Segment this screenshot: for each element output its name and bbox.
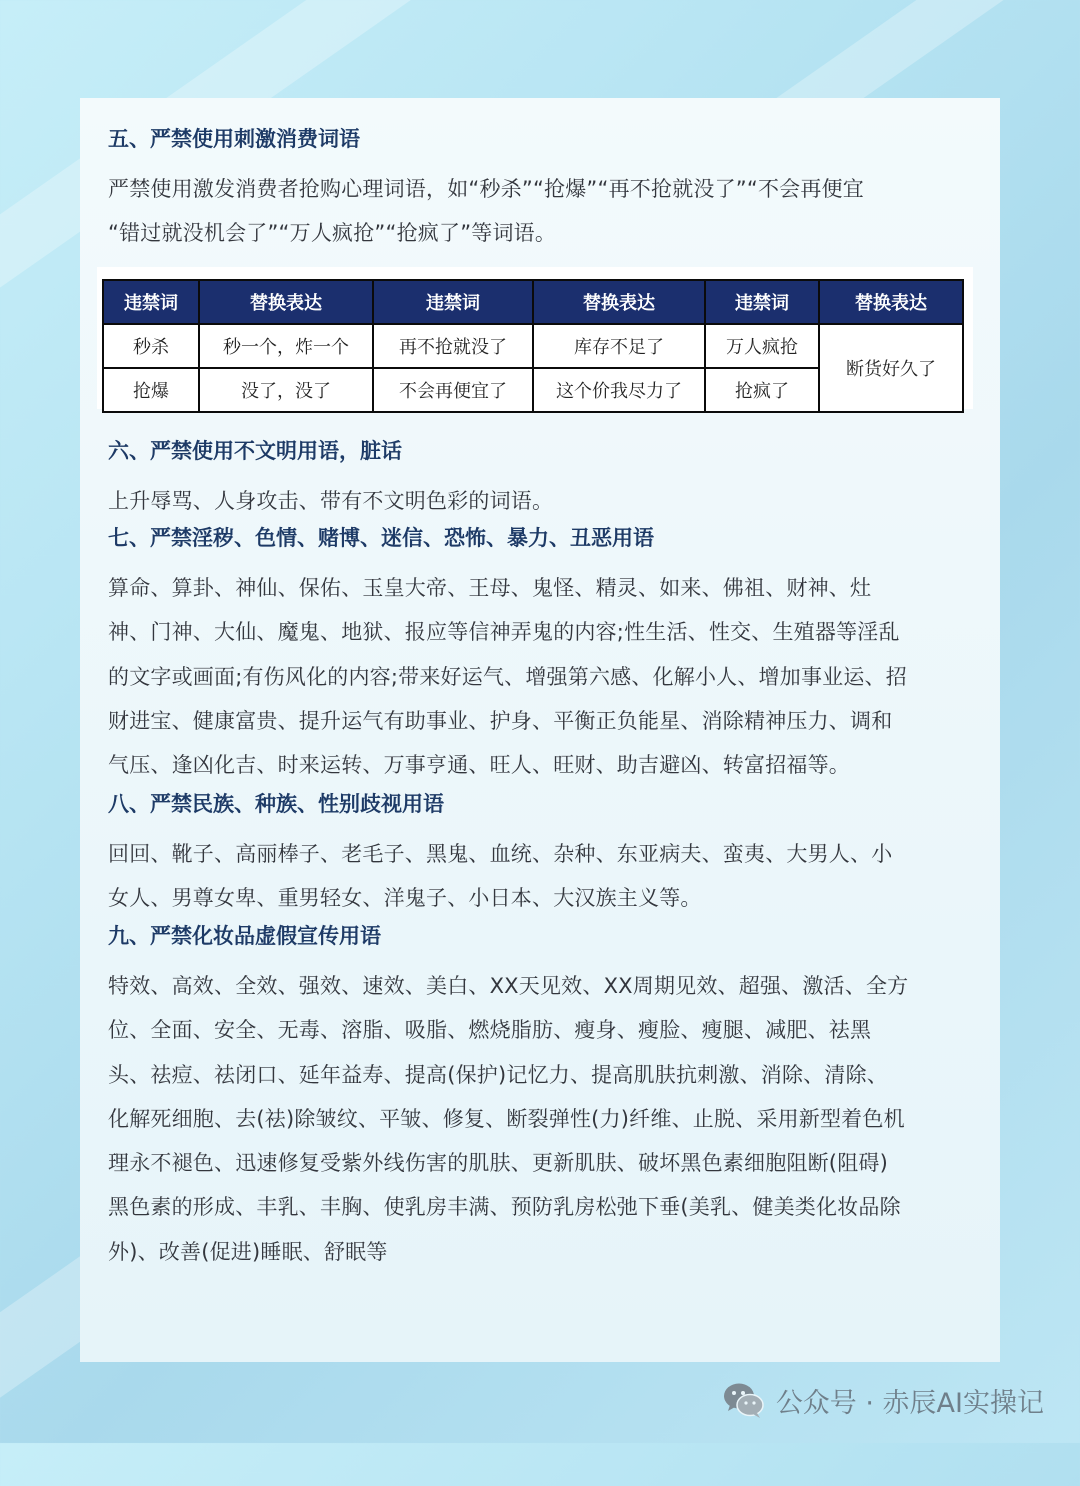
table-row — [103, 324, 963, 368]
section-9-heading: 九、严禁化妆品虚假宣传用语 — [108, 924, 381, 948]
table-cell: 万人疯抢 — [705, 324, 819, 368]
text-line: 气压、逢凶化吉、时来运转、万事亨通、旺人、旺财、助吉避凶、转富招福等。 — [108, 753, 850, 778]
text-line: 理永不褪色、迅速修复受紫外线伤害的肌肤、更新肌肤、破坏黑色素细胞阻断(阻碍) — [108, 1151, 888, 1176]
table-header-cell: 替换表达 — [819, 280, 963, 324]
text-line: 回回、靴子、高丽棒子、老毛子、黑鬼、血统、杂种、东亚病夫、蛮夷、大男人、小 — [108, 842, 893, 866]
text-line: 位、全面、安全、无毒、溶脂、吸脂、燃烧脂肪、瘦身、瘦脸、瘦腿、减肥、祛黑 — [108, 1018, 872, 1043]
table-cell: 抢疯了 — [705, 368, 819, 412]
text-line: 外)、改善(促进)睡眠、舒眠等 — [108, 1239, 388, 1264]
table-header-cell: 违禁词 — [373, 280, 533, 324]
section-8-heading: 八、严禁民族、种族、性别歧视用语 — [108, 792, 444, 816]
section-5-body — [108, 167, 998, 256]
section-9-body — [108, 964, 998, 1274]
table-cell: 不会再便宜了 — [373, 368, 533, 412]
section-6 — [108, 436, 998, 523]
section-8-body — [108, 832, 998, 921]
text-line: 头、祛痘、祛闭口、延年益寿、提高(保护)记忆力、提高肌肤抗刺激、消除、清除、 — [108, 1062, 888, 1087]
section-5-heading: 五、严禁使用刺激消费词语 — [108, 127, 360, 151]
section-5 — [108, 124, 998, 256]
section-6-body — [108, 479, 998, 523]
text-line: 神、门神、大仙、魔鬼、地狱、报应等信神弄鬼的内容;性生活、性交、生殖器等淫乱 — [108, 620, 900, 645]
text-line: 严禁使用激发消费者抢购心理词语，如“秒杀”“抢爆”“再不抢就没了”“不会再便宜 — [108, 177, 864, 201]
text-line: 化解死细胞、去(祛)除皱纹、平皱、修复、断裂弹性(力)纤维、止脱、采用新型着色机 — [108, 1106, 905, 1131]
section-8 — [108, 789, 998, 921]
wechat-icon — [722, 1380, 766, 1420]
table-header-cell: 替换表达 — [533, 280, 705, 324]
table-cell: 再不抢就没了 — [373, 324, 533, 368]
watermark — [722, 1378, 1044, 1422]
table-cell: 秒杀 — [103, 324, 199, 368]
table-cell: 没了，没了 — [199, 368, 373, 412]
table-cell-merged: 断货好久了 — [819, 324, 963, 412]
text-line: “错过就没机会了”“万人疯抢”“抢疯了”等词语。 — [108, 221, 557, 246]
replacement-table — [102, 279, 964, 413]
table-cell: 抢爆 — [103, 368, 199, 412]
table-cell: 库存不足了 — [533, 324, 705, 368]
section-9 — [108, 921, 998, 1274]
table-header-cell: 违禁词 — [705, 280, 819, 324]
section-6-heading: 六、严禁使用不文明用语，脏话 — [108, 439, 402, 463]
replacement-table-container — [97, 267, 973, 409]
section-7-body — [108, 566, 998, 787]
watermark-text: 公众号 · 赤辰AI实操记 — [775, 1387, 1044, 1419]
table-cell: 秒一个，炸一个 — [199, 324, 373, 368]
table-header-cell: 违禁词 — [103, 280, 199, 324]
text-line: 黑色素的形成、丰乳、丰胸、使乳房丰满、预防乳房松弛下垂(美乳、健美类化妆品除 — [108, 1195, 901, 1220]
text-line: 财进宝、健康富贵、提升运气有助事业、护身、平衡正负能星、消除精神压力、调和 — [108, 708, 893, 733]
text-line: 的文字或画面;有伤风化的内容;带来好运气、增强第六感、化解小人、增加事业运、招 — [108, 664, 907, 689]
text-line: 特效、高效、全效、强效、速效、美白、XX天见效、XX周期见效、超强、激活、全方 — [108, 974, 909, 998]
section-7-heading: 七、严禁淫秽、色情、赌博、迷信、恐怖、暴力、丑恶用语 — [108, 526, 654, 550]
table-header-row — [103, 280, 963, 324]
text-line: 算命、算卦、神仙、保佑、玉皇大帝、王母、鬼怪、精灵、如来、佛祖、财神、灶 — [108, 576, 872, 600]
table-header-cell: 替换表达 — [199, 280, 373, 324]
section-7 — [108, 523, 998, 787]
table-cell: 这个价我尽力了 — [533, 368, 705, 412]
text-line: 女人、男尊女卑、重男轻女、洋鬼子、小日本、大汉族主义等。 — [108, 886, 702, 911]
text-line: 上升辱骂、人身攻击、带有不文明色彩的词语。 — [108, 489, 554, 513]
